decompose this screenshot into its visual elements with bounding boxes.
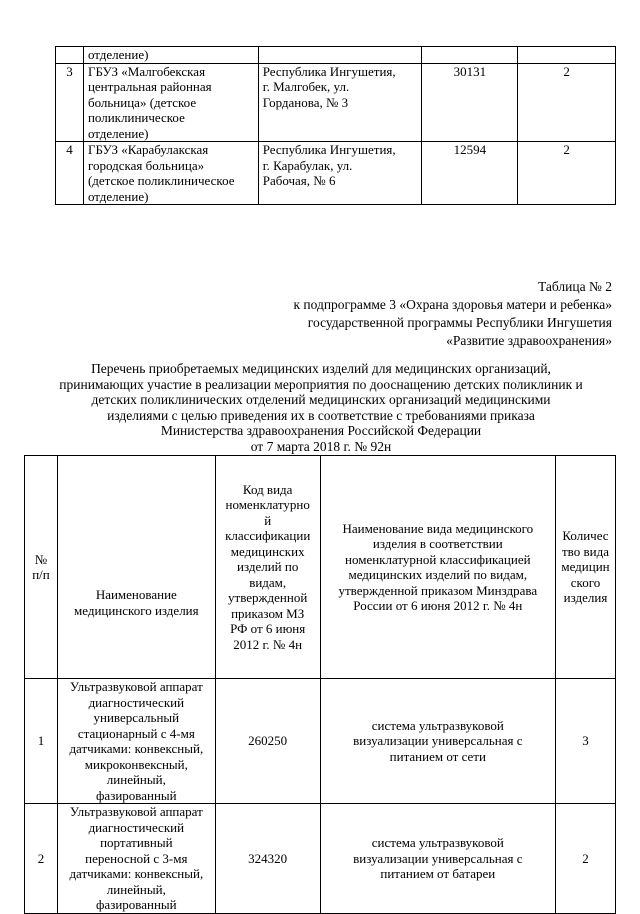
facility-count: 2 xyxy=(518,63,616,142)
table-header-row xyxy=(25,456,616,679)
facility-count xyxy=(518,47,616,64)
facility-count: 2 xyxy=(518,142,616,205)
row-number: 2 xyxy=(25,804,58,914)
device-name: Ультразвуковой аппарат диагностический портативный переносной с 3-мя датчиками: конвексный, линейный, фазированный xyxy=(57,804,215,914)
header-device-name: Наименование медицинского изделия xyxy=(57,456,215,679)
facility-address: Республика Ингушетия, г. Карабулак, ул. Рабочая, № 6 xyxy=(258,142,422,205)
device-quantity: 3 xyxy=(555,679,615,804)
facility-address xyxy=(258,47,422,64)
caption-line: «Развитие здравоохранения» xyxy=(446,333,612,348)
header-quantity: Количес тво вида медицин ского изделия xyxy=(555,456,615,679)
device-quantity: 2 xyxy=(555,804,615,914)
table-row xyxy=(56,63,616,142)
facility-address: Республика Ингушетия, г. Малгобек, ул. Горданова, № 3 xyxy=(258,63,422,142)
facility-name: отделение) xyxy=(83,47,258,64)
table-row xyxy=(25,804,616,914)
header-num: № п/п xyxy=(25,456,58,679)
caption-line: к подпрограмме 3 «Охрана здоровья матери и ребенка» xyxy=(293,297,612,312)
row-number: 1 xyxy=(25,679,58,804)
table-row xyxy=(25,679,616,804)
device-code: 260250 xyxy=(215,679,320,804)
caption-line: государственной программы Республики Ингушетия xyxy=(307,315,612,330)
caption-line: Таблица № 2 xyxy=(538,279,612,294)
device-code: 324320 xyxy=(215,804,320,914)
facility-name: ГБУЗ «Карабулакская городская больница» (детское поликлиническое отделение) xyxy=(83,142,258,205)
header-code: Код вида номенклатурно й классификации медицинских изделий по видам, утвержденной приказом МЗ РФ от 6 июня 2012 г. № 4н xyxy=(215,456,320,679)
table-caption xyxy=(293,278,612,350)
devices-table xyxy=(24,455,616,914)
facility-value xyxy=(422,47,518,64)
device-kind: система ультразвуковой визуализации универсальная с питанием от сети xyxy=(320,679,555,804)
row-number: 4 xyxy=(56,142,84,205)
table-row xyxy=(56,47,616,64)
facility-value: 30131 xyxy=(422,63,518,142)
row-number xyxy=(56,47,84,64)
facilities-table xyxy=(55,46,616,205)
device-kind: система ультразвуковой визуализации универсальная с питанием от батареи xyxy=(320,804,555,914)
header-kind: Наименование вида медицинского изделия в соответствии номенклатурной классификацией медицинских изделий по видам, утвержденной приказом Минздрава России от 6 июня 2012 г. № 4н xyxy=(320,456,555,679)
facility-name: ГБУЗ «Малгобекская центральная районная больница» (детское поликлиническое отделение) xyxy=(83,63,258,142)
row-number: 3 xyxy=(56,63,84,142)
document-title: Перечень приобретаемых медицинских изделий для медицинских организаций, принимающих участие в реализации мероприятия по дооснащению детских поликлиник и детских поликлинических отделений медицинских организаций медицинскими изделиями с целью приведения их в соответствие с требованиями приказа Министерства здравоохранения Российской Федерации от 7 марта 2018 г. № 92н xyxy=(59,361,583,454)
table-row xyxy=(56,142,616,205)
facility-value: 12594 xyxy=(422,142,518,205)
device-name: Ультразвуковой аппарат диагностический универсальный стационарный с 4-мя датчиками: конвексный, микроконвексный, линейный, фазированный xyxy=(57,679,215,804)
